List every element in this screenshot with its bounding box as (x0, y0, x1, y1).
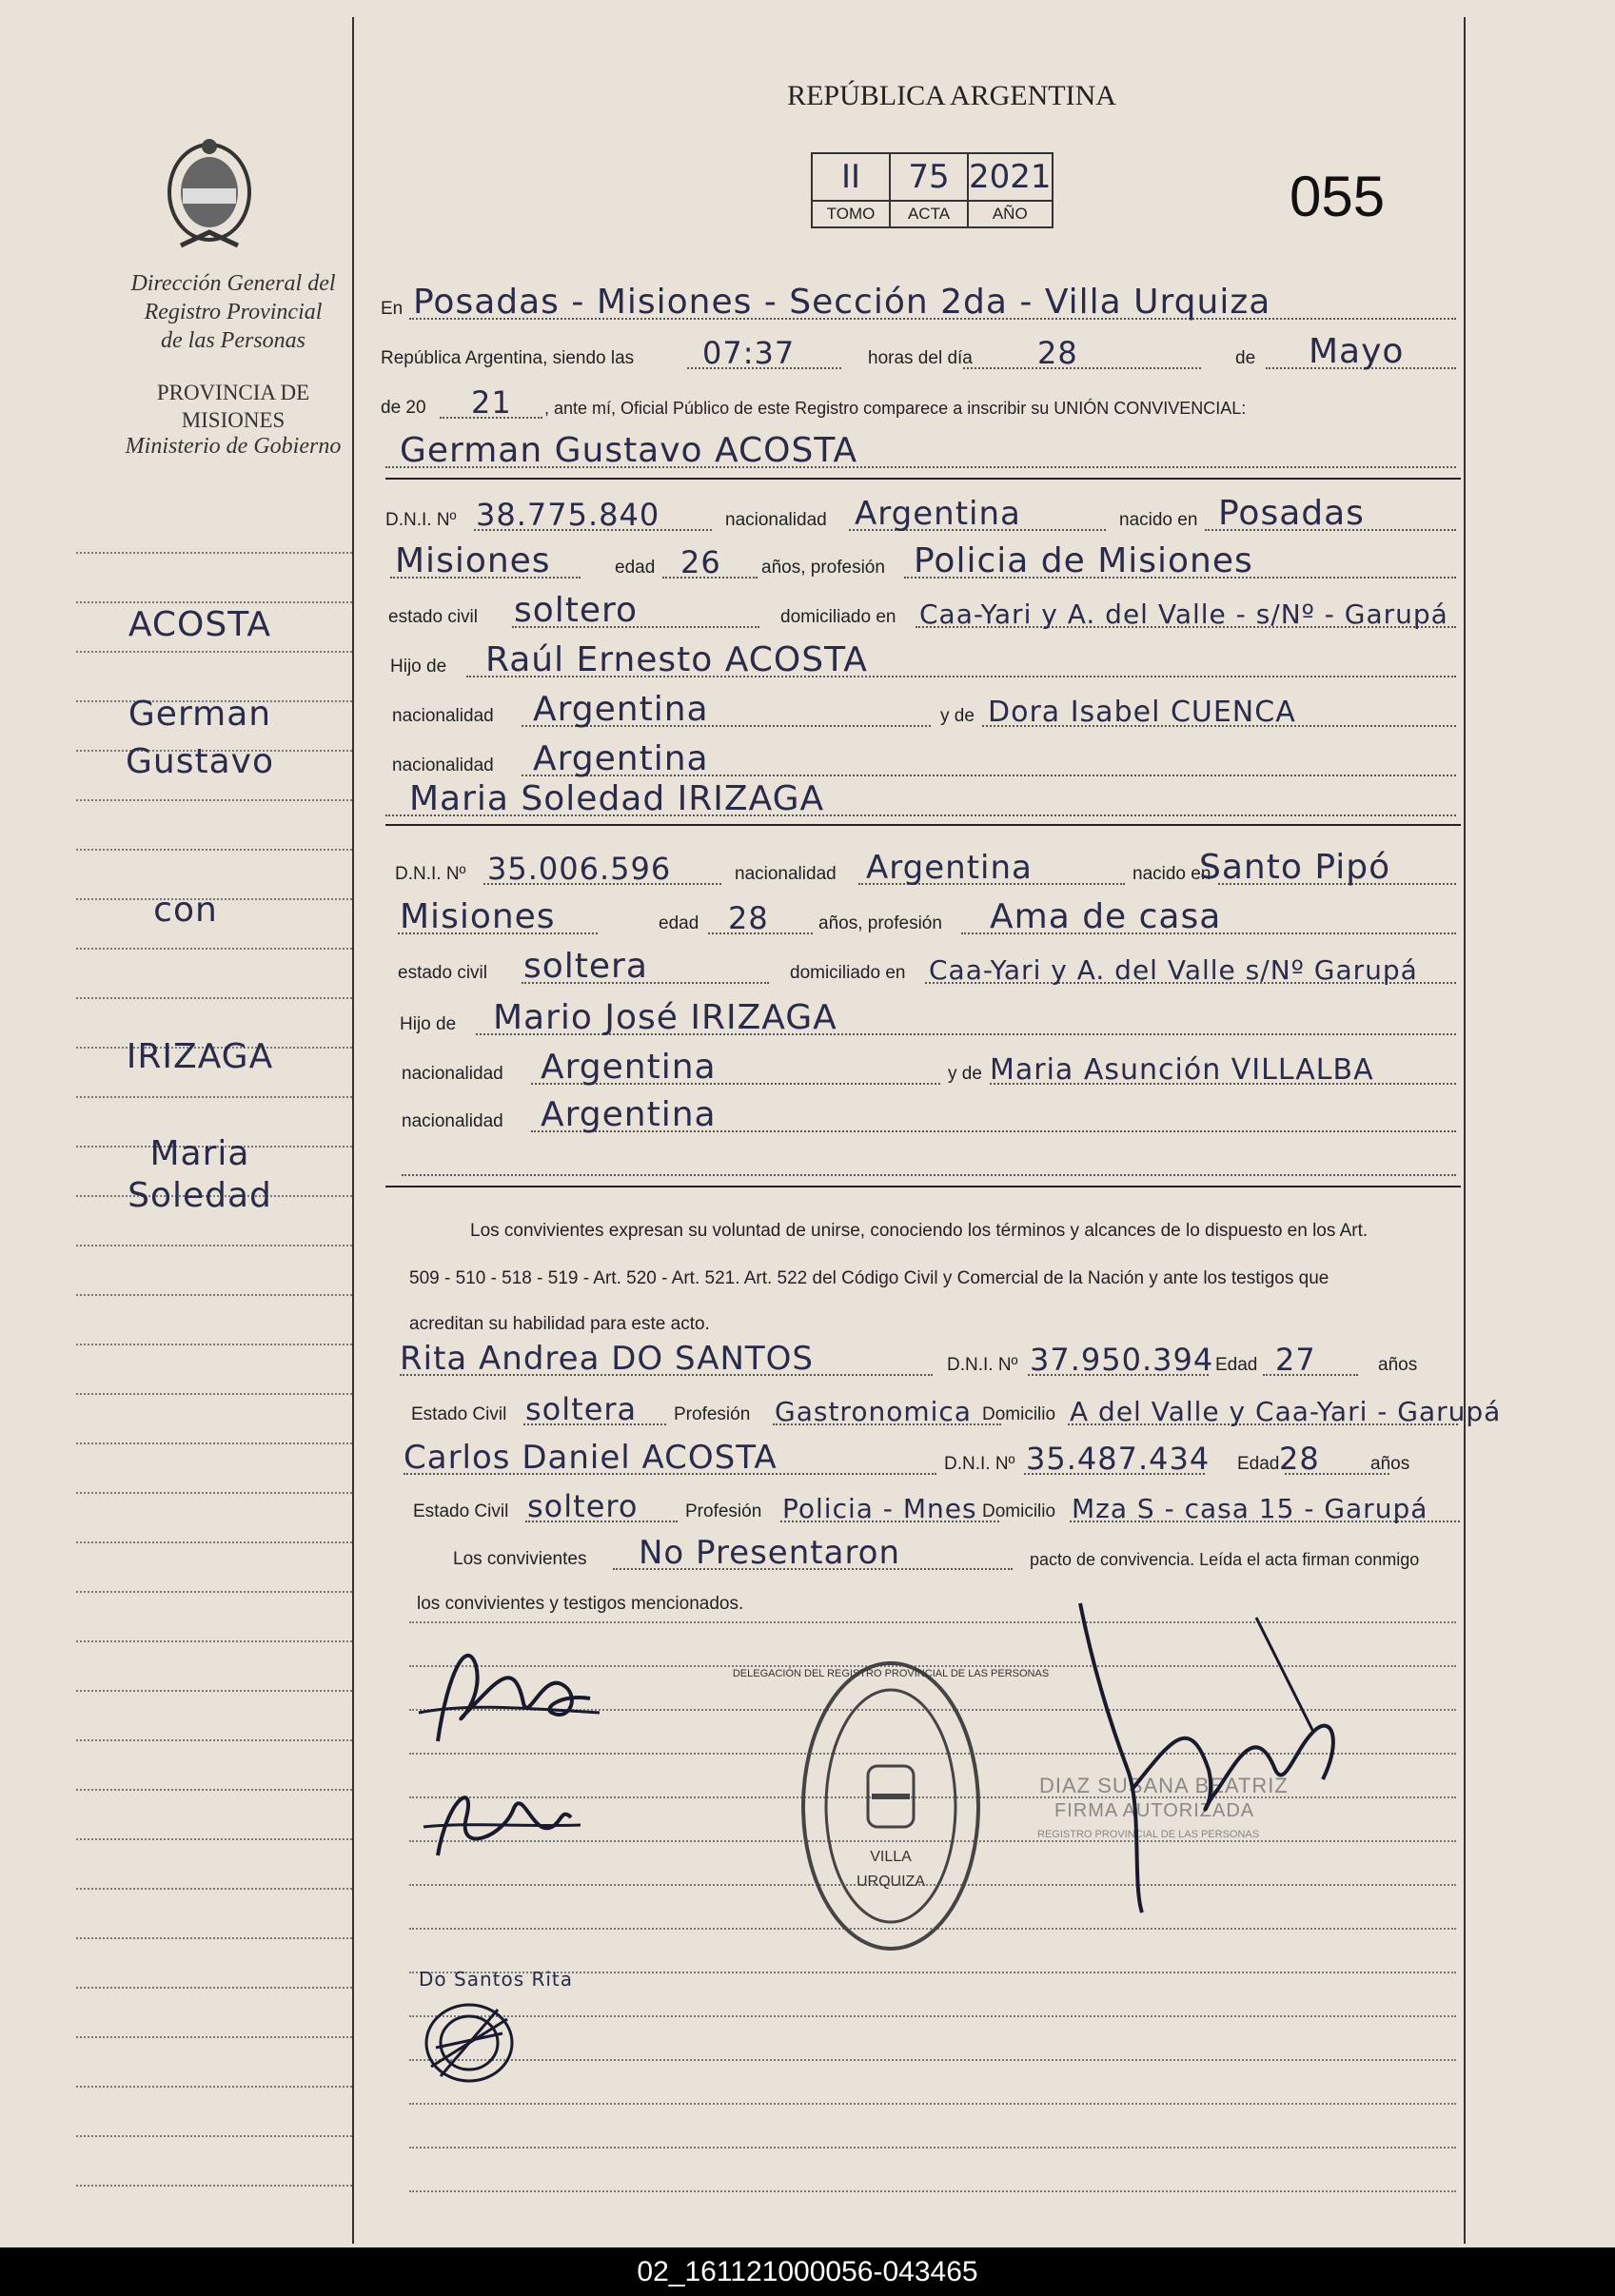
person2-birthplace2: Misiones (400, 897, 556, 936)
profession-label: Profesión (685, 1501, 762, 1521)
misiones-coat-of-arms-icon (152, 133, 266, 257)
witness2-name: Carlos Daniel ACOSTA (404, 1439, 778, 1477)
year-row (381, 381, 1466, 422)
year-suffix: 21 (471, 384, 512, 421)
person1-mother-row (381, 689, 1466, 731)
office-line2: Registro Provincial (144, 300, 323, 324)
years-label: años (1378, 1355, 1418, 1375)
margin-dotted-line (76, 1987, 352, 1989)
born-label: nacido en (1132, 864, 1211, 884)
witness1-dni: 37.950.394 (1030, 1342, 1214, 1378)
margin-dotted-line (76, 601, 352, 603)
child-of-label: Hijo de (390, 657, 447, 677)
person1-birthplace: Posadas (1218, 494, 1365, 533)
signature-1 (409, 1618, 619, 1760)
person1-father-row (381, 639, 1466, 681)
age-label: edad (659, 913, 699, 933)
person2-name: Maria Soledad IRIZAGA (409, 779, 825, 818)
dni-label: D.N.I. Nº (947, 1355, 1018, 1375)
person2-father: Mario José IRIZAGA (493, 998, 837, 1037)
witness2-address: Mza S - casa 15 - Garupá (1072, 1493, 1428, 1524)
closing-row (453, 1532, 1471, 1574)
address-label: domiciliado en (780, 607, 896, 627)
margin-dotted-line (76, 1690, 352, 1692)
time-row (381, 331, 1466, 373)
signature-2 (419, 1770, 590, 1874)
age-label: Edad (1215, 1355, 1258, 1375)
registry-seal (732, 1654, 1050, 1958)
official-name: DIAZ SUSANA BEATRIZ (1039, 1774, 1289, 1797)
person1-civil-row (381, 590, 1466, 632)
margin-dotted-line (76, 948, 352, 950)
en-label: En (381, 299, 404, 319)
ministry: Ministerio de Gobierno (125, 434, 342, 459)
person1-age: 26 (680, 544, 721, 580)
person2-nationality: Argentina (866, 849, 1033, 887)
declaration-line1: Los convivientes expresan su voluntad de unirse, conociendo los términos y alcances de lo dispuesto en los Art. (470, 1221, 1369, 1241)
person2-mother: Maria Asunción VILLALBA (990, 1053, 1374, 1087)
place-row (381, 282, 1466, 324)
year-prefix: de 20 (381, 398, 426, 418)
person2-father-row (381, 997, 1466, 1039)
person1-father: Raúl Ernesto ACOSTA (485, 640, 868, 679)
dni-label: D.N.I. Nº (395, 864, 466, 884)
signature-dotted-line (409, 2015, 1456, 2017)
dni-label: D.N.I. Nº (385, 510, 457, 530)
tomo-label: TOMO (812, 201, 890, 227)
witness1-civil-status: soltera (525, 1391, 638, 1427)
margin-dotted-line (76, 2036, 352, 2038)
person1-father-nationality: Argentina (533, 690, 709, 729)
witness1-address: A del Valle y Caa-Yari - Garupá (1070, 1396, 1502, 1427)
person2-age: 28 (728, 900, 769, 936)
margin-dotted-line (76, 1541, 352, 1543)
signature-dotted-line (409, 2103, 1456, 2105)
person2-civil-status: soltera (523, 947, 648, 986)
person1-age-row (381, 540, 1466, 582)
person2-mother-nationality: Argentina (541, 1095, 717, 1134)
person1-civil-status: soltero (514, 591, 639, 630)
age-label: Edad (1237, 1454, 1280, 1474)
person2-mother-nat-row (381, 1094, 1466, 1136)
age-label: edad (615, 558, 656, 578)
margin-dotted-line (76, 2185, 352, 2187)
margin-given-2b: Soledad (128, 1176, 272, 1215)
person1-birthplace2: Misiones (395, 541, 551, 580)
person1-name: German Gustavo ACOSTA (400, 431, 858, 470)
civil-label: Estado Civil (411, 1404, 507, 1424)
closing-line2: los convivientes y testigos mencionados. (417, 1594, 744, 1614)
witness2-name-row (404, 1437, 1469, 1479)
person1-nationality: Argentina (855, 495, 1021, 533)
address-label: domiciliado en (790, 963, 906, 983)
margin-given-1a: German (128, 695, 272, 734)
document-code: 02_161121000056-043465 (0, 2247, 1615, 2296)
anio-value: 2021 (968, 153, 1053, 201)
convivientes-label: Los convivientes (453, 1549, 587, 1569)
person2-name-row (381, 778, 1466, 820)
witness1-details-row (411, 1387, 1502, 1429)
person1-mother: Dora Isabel CUENCA (988, 696, 1296, 729)
seal-center-line2: URQUIZA (857, 1874, 925, 1890)
dni-label: D.N.I. Nº (944, 1454, 1015, 1474)
person1-address: Caa-Yari y A. del Valle - s/Nº - Garupá (919, 599, 1448, 630)
margin-dotted-line (76, 1096, 352, 1098)
time-value: 07:37 (702, 335, 796, 371)
margin-dotted-line (76, 1888, 352, 1890)
place-value: Posadas - Misiones - Sección 2da - Villa Urquiza (413, 283, 1271, 322)
born-label: nacido en (1119, 510, 1198, 530)
hours-label: horas del día (868, 348, 973, 368)
margin-dotted-line (76, 1294, 352, 1296)
person1-dni-row (381, 493, 1466, 535)
person1-profession: Policia de Misiones (914, 541, 1253, 580)
seal-center-line1: VILLA (870, 1849, 912, 1865)
witness1-name: Rita Andrea DO SANTOS (400, 1340, 814, 1378)
nationality-label: nacionalidad (392, 706, 494, 726)
province-line2: MISIONES (181, 408, 286, 432)
nationality-label: nacionalidad (735, 864, 837, 884)
margin-dotted-line (76, 651, 352, 653)
witness2-details-row (413, 1484, 1469, 1526)
month-value: Mayo (1309, 332, 1405, 371)
signature-dotted-line (409, 2147, 1456, 2149)
republic-label: República Argentina, siendo las (381, 348, 635, 368)
signature-3-text: Do Santos Rita (419, 1968, 574, 1991)
closing-text: pacto de convivencia. Leída el acta firman conmigo (1030, 1550, 1420, 1569)
civil-label: estado civil (398, 963, 487, 983)
margin-dotted-line (76, 552, 352, 554)
record-box (811, 152, 1054, 228)
signature-dotted-line (409, 2190, 1456, 2192)
margin-given-1b: Gustavo (126, 742, 274, 781)
divider (385, 478, 1461, 480)
official-registry: REGISTRO PROVINCIAL DE LAS PERSONAS (1037, 1829, 1260, 1840)
signature-3-scribble (417, 1991, 531, 2095)
declaration-line2: 509 - 510 - 518 - 519 - Art. 520 - Art. 521. Art. 522 del Código Civil y Comercial de la Nación y ante los testigos que (409, 1268, 1329, 1288)
person1-mother-nat-row (381, 738, 1466, 780)
margin-dotted-line (76, 1344, 352, 1345)
and-label: y de (948, 1064, 982, 1084)
divider (385, 1186, 1461, 1187)
address-label: Domicilio (982, 1501, 1056, 1521)
office-line1: Dirección General del (130, 271, 336, 296)
margin-dotted-line (76, 1640, 352, 1642)
nationality-label: nacionalidad (392, 756, 494, 775)
witness2-dni: 35.487.434 (1026, 1441, 1211, 1477)
person2-dni-row (381, 847, 1466, 889)
margin-dotted-line (76, 997, 352, 999)
margin-dotted-line (76, 1937, 352, 1939)
nationality-label: nacionalidad (725, 510, 827, 530)
person2-civil-row (381, 946, 1466, 988)
address-label: Domicilio (982, 1404, 1056, 1424)
person1-dni: 38.775.840 (476, 497, 660, 533)
union-text: , ante mí, Oficial Público de este Registro comparece a inscribir su UNIÓN CONVIVENCIAL: (544, 399, 1247, 418)
margin-dotted-line (76, 2086, 352, 2088)
person2-birthplace: Santo Pipó (1199, 848, 1391, 887)
witness1-age: 27 (1275, 1342, 1316, 1378)
margin-connector: con (153, 891, 218, 930)
and-label: y de (940, 706, 975, 726)
divider (385, 824, 1461, 826)
margin-dotted-line (76, 1739, 352, 1741)
acta-label: ACTA (890, 201, 968, 227)
margin-dotted-line (76, 1393, 352, 1395)
person2-address: Caa-Yari y A. del Valle s/Nº Garupá (929, 954, 1418, 986)
years-label: años (1370, 1454, 1410, 1474)
margin-dotted-line (76, 2135, 352, 2137)
declaration-line3: acreditan su habilidad para este acto. (409, 1314, 710, 1334)
margin-dotted-line (76, 849, 352, 851)
person1-name-row (381, 430, 1466, 472)
margin-given-2a: Maria (149, 1134, 250, 1173)
person1-mother-nationality: Argentina (533, 739, 709, 778)
witness2-civil-status: soltero (527, 1488, 639, 1524)
blank-row (381, 1138, 1466, 1180)
acta-value: 75 (890, 153, 968, 201)
province-line1: PROVINCIA DE (156, 381, 310, 404)
official-role: FIRMA AUTORIZADA (1054, 1800, 1255, 1821)
person2-age-row (381, 896, 1466, 938)
person2-mother-row (381, 1047, 1466, 1089)
anio-label: AÑO (968, 201, 1053, 227)
pact-status: No Presentaron (639, 1534, 901, 1572)
profession-label: Profesión (674, 1404, 751, 1424)
profession-label: años, profesión (761, 558, 885, 578)
margin-surname-1: ACOSTA (128, 605, 272, 644)
civil-label: estado civil (388, 607, 478, 627)
margin-dotted-line (76, 1789, 352, 1791)
margin-dotted-line (76, 1442, 352, 1444)
official-signature (1075, 1599, 1351, 1922)
witness2-age: 28 (1279, 1441, 1320, 1477)
day-value: 28 (1037, 335, 1078, 371)
margin-dotted-line (76, 1591, 352, 1593)
person2-profession: Ama de casa (990, 897, 1222, 936)
acta-number: 055 (1290, 165, 1386, 228)
margin-dotted-line (76, 1492, 352, 1494)
seal-ring-text: DELEGACIÓN DEL REGISTRO PROVINCIAL DE LAS PERSONAS (732, 1668, 1050, 1679)
margin-dotted-line (76, 799, 352, 801)
person2-dni: 35.006.596 (487, 851, 672, 887)
margin-dotted-line (76, 1245, 352, 1246)
witness2-profession: Policia - Mnes (782, 1493, 977, 1524)
margin-surname-2: IRIZAGA (126, 1037, 274, 1076)
person2-father-nationality: Argentina (541, 1048, 717, 1087)
civil-label: Estado Civil (413, 1501, 509, 1521)
nationality-label: nacionalidad (402, 1064, 503, 1084)
tomo-value: II (812, 153, 890, 201)
profession-label: años, profesión (818, 913, 942, 933)
signature-dotted-line (409, 2059, 1456, 2061)
witness1-profession: Gastronomica (775, 1396, 972, 1427)
country-heading: REPÚBLICA ARGENTINA (787, 80, 1116, 111)
margin-dotted-line (76, 1838, 352, 1840)
nationality-label: nacionalidad (402, 1111, 503, 1131)
child-of-label: Hijo de (400, 1014, 457, 1034)
de-label: de (1235, 348, 1256, 368)
witness1-name-row (400, 1338, 1466, 1380)
office-line3: de las Personas (161, 328, 305, 353)
